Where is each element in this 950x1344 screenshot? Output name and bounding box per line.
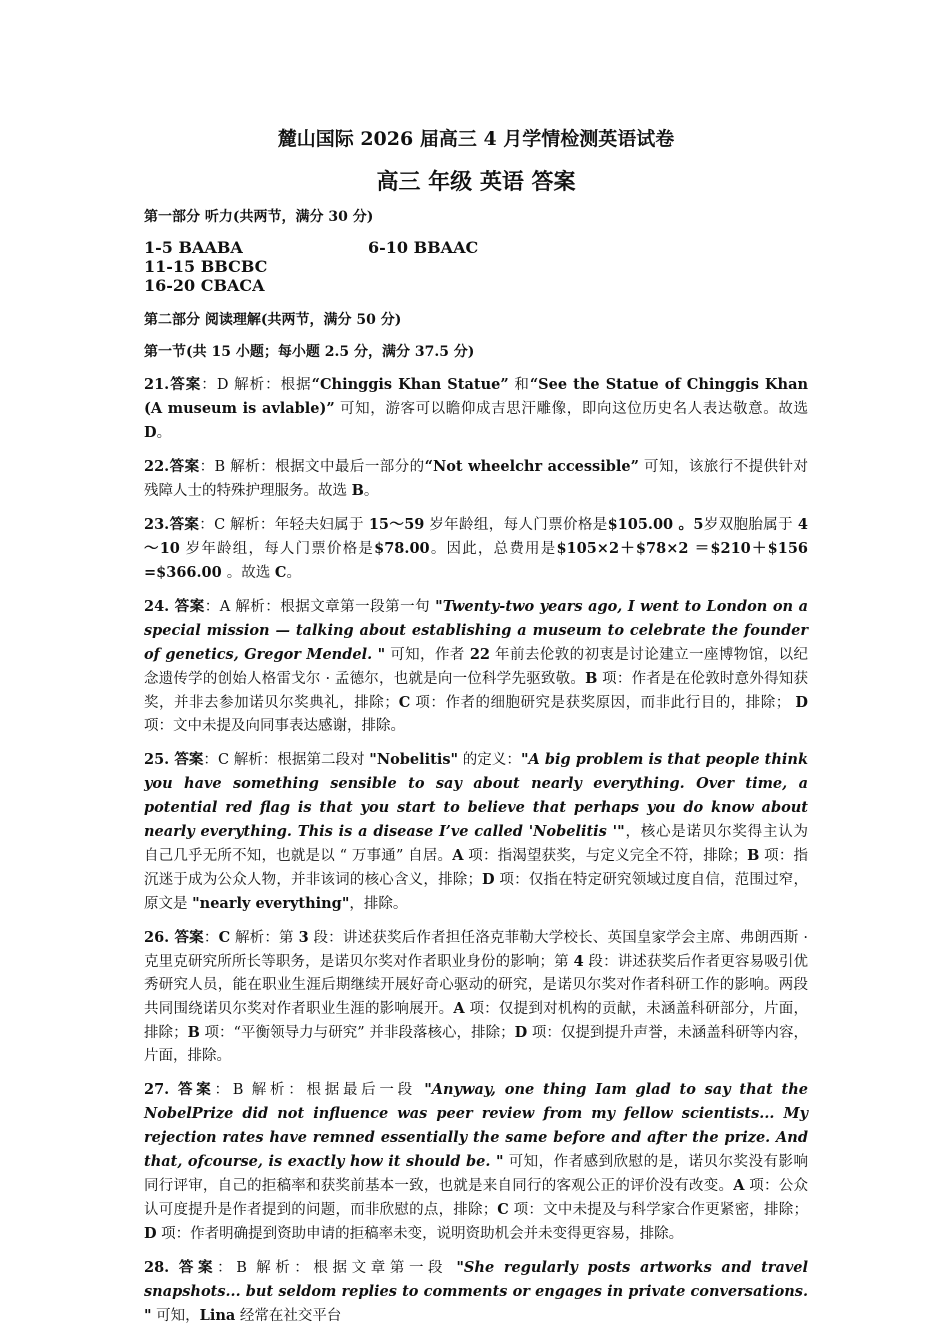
listening-answer-keys xyxy=(144,238,808,295)
answer-title: 高三 年级 英语 答案 xyxy=(376,169,576,195)
answer-22: 22.答案：B 解析：根据文中最后一部分的“Not wheelchr accessible” 可知，该旅行不提供针对残障人士的特殊护理服务。故选 B。 xyxy=(144,458,809,499)
answer-25: 25. 答案：C 解析：根据第二段对 "Nobelitis" 的定义："A big problem is that people think you have something sensible to say about nearly everything. Over time, a potential red flag is that you start to believe that perhaps you do know about nearly everything. This is a disease I’ve called 'Nobelitis '"，核心是诺贝尔奖得主认为 自己几乎无所不知，也就是以 “ 万事通” 自居。A 项：指渴望获奖，与定义完全不符，排除；B 项：指沉迷于成为公众人物，并非该词的核心含义，排除；D 项：仅指在特定研究领域过度自信，范围过窄，原文是 "nearly everything"，排除。 xyxy=(144,751,809,912)
answer-key-6-10: 6-10 BBAAC xyxy=(368,238,479,257)
answer-21: 21.答案：D 解析：根据“Chinggis Khan Statue” 和“See the Statue of Chinggis Khan (A museum is avlable)” 可知，游客可以瞻仰成吉思汗雕像，即向这位历史名人表达敬意。故选 D。 xyxy=(144,376,809,441)
answer-26: 26. 答案：C 解析：第 3 段：讲述获奖后作者担任洛克菲勒大学校长、英国皇家学会主席、弗朗西斯 · 克里克研究所所长等职务，是诺贝尔奖对作者职业身份的影响；第 4 段：讲述获奖后作者更容易吸引优秀研究人员，能在职业生涯后期继续开展好奇心驱动的研究，是诺贝尔奖对作者科研工作的影响。两段共同围绕诺贝尔奖对作者职业生涯的影响展开。A 项：仅提到对机构的贡献，未涵盖科研部分，片面，排除；B 项：“平衡领导力与研究” 并非段落核心，排除；D 项：仅提到提升声誉，未涵盖科研等内容，片面，排除。 xyxy=(144,929,809,1064)
exam-title: 麓山国际 2026 届高三 4 月学情检测英语试卷 xyxy=(277,128,675,150)
answer-key-16-20: 16-20 CBACA xyxy=(144,276,265,295)
answer-24: 24. 答案：A 解析：根据文章第一段第一句 "Twenty-two years ago, I went to London on a special mission — talking about establishing a museum to celebrate the founder of genetics, Gregor Mendel. " 可知，作者 22 年前去伦敦的初衷是讨论建立一座博物馆，以纪念遗传学的创始人格雷戈尔 · 孟德尔，也就是向一位科学先驱致敬。B 项：作者是在伦敦时意外得知获奖，并非去参加诺贝尔奖典礼，排除；C 项：作者的细胞研究是获奖原因，而非此行目的，排除； D 项：文中未提及向同事表达感谢，排除。 xyxy=(144,598,808,734)
answer-28: 28. 答案：B 解析：根据文章第一段 "She regularly posts artworks and travel snapshots... but seldom replies to comments or engages in private conversations. " 可知，Lina 经常在社交平台 xyxy=(144,1259,809,1324)
answer-key-11-15: 11-15 BBCBC xyxy=(144,257,268,276)
part2-section1-heading: 第一节(共 15 小题；每小题 2.5 分，满分 37.5 分) xyxy=(144,344,475,360)
document-body xyxy=(144,124,808,1338)
part1-heading: 第一部分 听力(共两节，满分 30 分) xyxy=(144,209,374,225)
part2-heading: 第二部分 阅读理解(共两节，满分 50 分) xyxy=(144,312,402,328)
answer-23: 23.答案：C 解析：年轻夫妇属于 15～59 岁年龄组，每人门票价格是$105.00 。5岁双胞胎属于 4～10 岁年龄组，每人门票价格是$78.00。因此，总费用是$105×2＋$78×2 ＝$210＋$156 =$366.00 。故选 C。 xyxy=(144,516,809,581)
answer-27: 27. 答案：B 解析：根据最后一段 "Anyway, one thing Iam glad to say that the NobelPrize did not influence was peer review from my fellow scientists... My rejection rates have remned essentially the same before and after the prize. And that, ofcourse, is exactly how it should be. " 可知，作者感到欣慰的是，诺贝尔奖没有影响同行评审，自己的拒稿率和获奖前基本一致，也就是来自同行的客观公正的评价没有改变。A 项：公众认可度提升是作者提到的问题，而非欣慰的点，排除；C 项：文中未提及与科学家合作更紧密，排除；D 项：作者明确提到资助申请的拒稿率未变，说明资助机会并未变得更容易，排除。 xyxy=(144,1081,809,1242)
answer-key-1-5: 1-5 BAABA xyxy=(144,238,243,257)
